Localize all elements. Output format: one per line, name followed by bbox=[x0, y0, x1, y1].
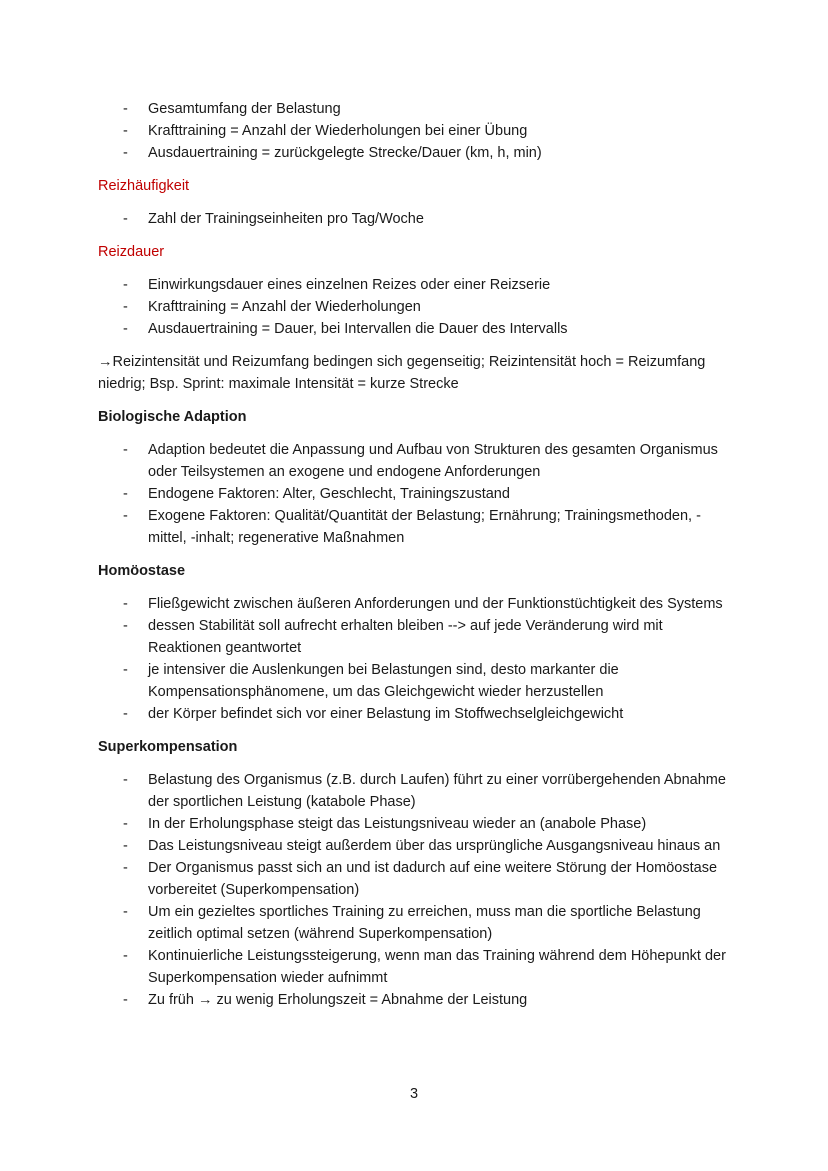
list-item: - Exogene Faktoren: Qualität/Quantität der Belastung; Ernährung; Trainingsmethoden, -mittel, -inhalt; regenerative Maßnahmen bbox=[98, 505, 738, 549]
list-item: - Krafttraining = Anzahl der Wiederholungen bei einer Übung bbox=[98, 120, 738, 142]
list-item: - Der Organismus passt sich an und ist dadurch auf eine weitere Störung der Homöostase vorbereitet (Superkompensation) bbox=[98, 857, 738, 901]
section-heading-biologische-adaption: Biologische Adaption bbox=[98, 409, 247, 425]
list-item: - Das Leistungsniveau steigt außerdem über das ursprüngliche Ausgangsniveau hinaus an bbox=[98, 835, 738, 857]
list-item: - Kontinuierliche Leistungssteigerung, wenn man das Training während dem Höhepunkt der Superkompensation wieder aufnimmt bbox=[98, 945, 738, 989]
list-item: - Zu früh → zu wenig Erholungszeit = Abnahme der Leistung bbox=[98, 989, 738, 1011]
page-number: 3 bbox=[409, 1086, 419, 1102]
section-heading-superkompensation: Superkompensation bbox=[98, 739, 238, 755]
list-item: - Belastung des Organismus (z.B. durch Laufen) führt zu einer vorrübergehenden Abnahme der sportlichen Leistung (katabole Phase) bbox=[98, 769, 738, 813]
page-content bbox=[98, 98, 738, 1011]
list-item: - je intensiver die Auslenkungen bei Belastungen sind, desto markanter die Kompensationsphänomene, um das Gleichgewicht wieder herzustellen bbox=[98, 659, 738, 703]
list-item: - Gesamtumfang der Belastung bbox=[98, 98, 738, 120]
section-heading-reizhaeufigkeit: Reizhäufigkeit bbox=[98, 178, 190, 194]
list-item: - Fließgewicht zwischen äußeren Anforderungen und der Funktionstüchtigkeit des Systems bbox=[98, 593, 738, 615]
section-heading-reizdauer: Reizdauer bbox=[98, 244, 165, 260]
reizhaeufigkeit-list bbox=[98, 208, 738, 230]
top-list bbox=[98, 98, 738, 164]
list-item: - Krafttraining = Anzahl der Wiederholungen bbox=[98, 296, 738, 318]
list-item: - Endogene Faktoren: Alter, Geschlecht, Trainingszustand bbox=[98, 483, 738, 505]
list-item: - Einwirkungsdauer eines einzelnen Reizes oder einer Reizserie bbox=[98, 274, 738, 296]
reizdauer-list bbox=[98, 274, 738, 340]
list-item: - Ausdauertraining = zurückgelegte Strecke/Dauer (km, h, min) bbox=[98, 142, 738, 164]
superkompensation-list bbox=[98, 769, 738, 1011]
list-item: - In der Erholungsphase steigt das Leistungsniveau wieder an (anabole Phase) bbox=[98, 813, 738, 835]
list-item: - Ausdauertraining = Dauer, bei Intervallen die Dauer des Intervalls bbox=[98, 318, 738, 340]
list-item: - Adaption bedeutet die Anpassung und Aufbau von Strukturen des gesamten Organismus oder Teilsystemen an exogene und endogene Anforderungen bbox=[98, 439, 738, 483]
section-heading-homoeostase: Homöostase bbox=[98, 563, 186, 579]
list-item: - Zahl der Trainingseinheiten pro Tag/Woche bbox=[98, 208, 738, 230]
list-item: - der Körper befindet sich vor einer Belastung im Stoffwechselgleichgewicht bbox=[98, 703, 738, 725]
list-item: - dessen Stabilität soll aufrecht erhalten bleiben --> auf jede Veränderung wird mit Reaktionen geantwortet bbox=[98, 615, 738, 659]
list-item: - Um ein gezieltes sportliches Training zu erreichen, muss man die sportliche Belastung zeitlich optimal setzen (während Superkompensation) bbox=[98, 901, 738, 945]
homoeostase-list bbox=[98, 593, 738, 725]
biologische-adaption-list bbox=[98, 439, 738, 549]
note-paragraph: →Reizintensität und Reizumfang bedingen sich gegenseitig; Reizintensität hoch = Reizumfang niedrig; Bsp. Sprint: maximale Intensität = kurze Strecke bbox=[98, 354, 706, 392]
